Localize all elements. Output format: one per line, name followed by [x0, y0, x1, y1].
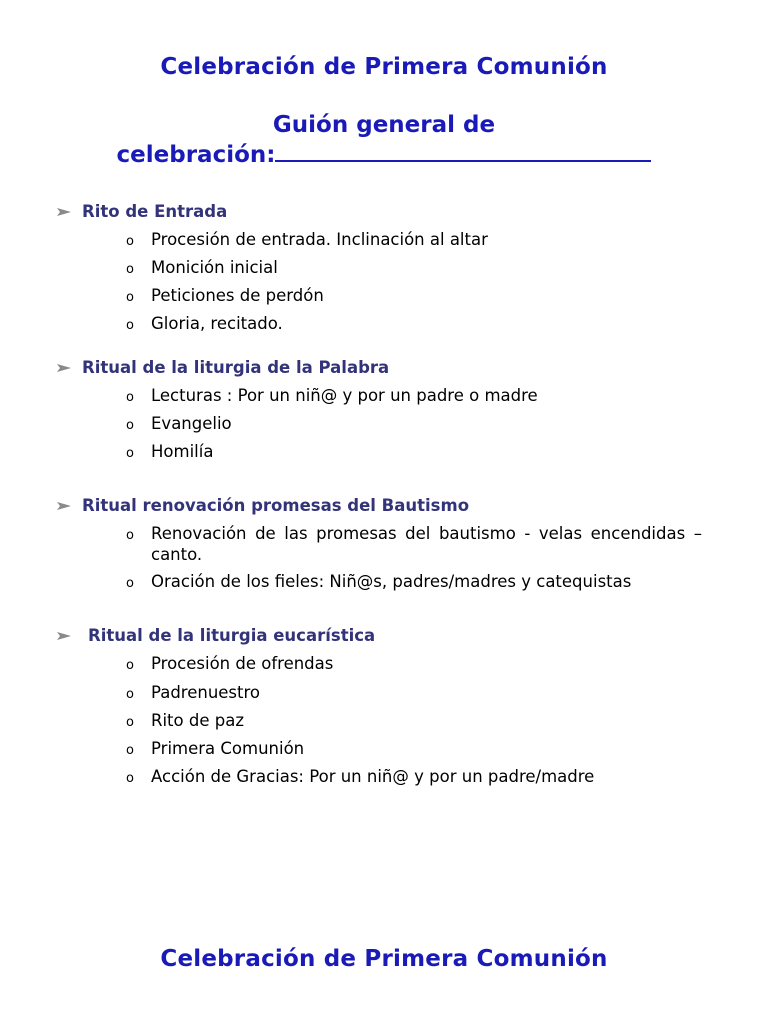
circle-bullet: o [126, 390, 134, 405]
list-item-text: Oración de los fieles: Niñ@s, padres/madres y catequistas [151, 572, 632, 591]
list-item [126, 441, 702, 464]
section-heading-label: Ritual renovación promesas del Bautismo [82, 496, 470, 515]
list-item [126, 653, 702, 676]
subtitle-label: celebración: [116, 142, 276, 168]
list-item-text: Procesión de entrada. Inclinación al altar [151, 230, 488, 249]
section-heading-promesas-bautismo [56, 496, 469, 515]
list-item [126, 229, 702, 252]
list-item [126, 385, 702, 408]
section-heading-liturgia-eucaristica [56, 626, 375, 645]
circle-bullet: o [126, 576, 134, 591]
page-title: Celebración de Primera Comunión [160, 54, 608, 80]
list-item [126, 738, 702, 761]
circle-bullet: o [126, 262, 134, 277]
section-heading-label: Ritual de la liturgia eucarística [88, 626, 376, 645]
list-item-text: Gloria, recitado. [151, 314, 283, 333]
footer-title: Celebración de Primera Comunión [160, 946, 608, 972]
circle-bullet: o [126, 743, 134, 758]
list-item-text: Evangelio [151, 414, 232, 433]
section-heading-liturgia-palabra [56, 358, 389, 377]
list-item [126, 766, 702, 789]
list-item-text: Lecturas : Por un niñ@ y por un padre o madre [151, 386, 538, 405]
list-item [126, 571, 702, 594]
list-item-text: Rito de paz [151, 711, 244, 730]
arrow-bullet-icon [56, 206, 72, 218]
list-item-text: Peticiones de perdón [151, 286, 324, 305]
list-item-text: Homilía [151, 442, 214, 461]
list-item [126, 257, 702, 280]
list-item-text: Primera Comunión [151, 739, 305, 758]
page-subtitle [0, 110, 768, 170]
arrow-bullet-icon [56, 500, 72, 512]
circle-bullet: o [126, 715, 134, 730]
section-heading-label: Rito de Entrada [82, 202, 228, 221]
subtitle-line-1: Guión general de [272, 112, 496, 138]
circle-bullet: o [126, 318, 134, 333]
circle-bullet: o [126, 290, 134, 305]
list-item-text: Monición inicial [151, 258, 278, 277]
list-item-text: Padrenuestro [151, 683, 261, 702]
section-heading-rito-entrada [56, 202, 227, 221]
subtitle-line-2 [0, 140, 768, 170]
list-item [126, 710, 702, 733]
circle-bullet: o [126, 446, 134, 461]
circle-bullet: o [126, 418, 134, 433]
arrow-bullet-icon [56, 362, 72, 374]
circle-bullet: o [126, 771, 134, 786]
list-item [126, 313, 702, 336]
circle-bullet: o [126, 234, 134, 249]
list-item-text: Procesión de ofrendas [151, 654, 334, 673]
arrow-bullet-icon [56, 630, 72, 642]
fill-in-blank [275, 140, 651, 162]
section-heading-label: Ritual de la liturgia de la Palabra [82, 358, 390, 377]
list-item-text: Acción de Gracias: Por un niñ@ y por un padre/madre [151, 767, 595, 786]
list-item [126, 682, 702, 705]
list-item [126, 523, 702, 565]
circle-bullet: o [126, 528, 134, 543]
list-item [126, 413, 702, 436]
circle-bullet: o [126, 658, 134, 673]
list-item-text: Renovación de las promesas del bautismo - velas encendidas – canto. [151, 524, 702, 564]
list-item [126, 285, 702, 308]
circle-bullet: o [126, 687, 134, 702]
